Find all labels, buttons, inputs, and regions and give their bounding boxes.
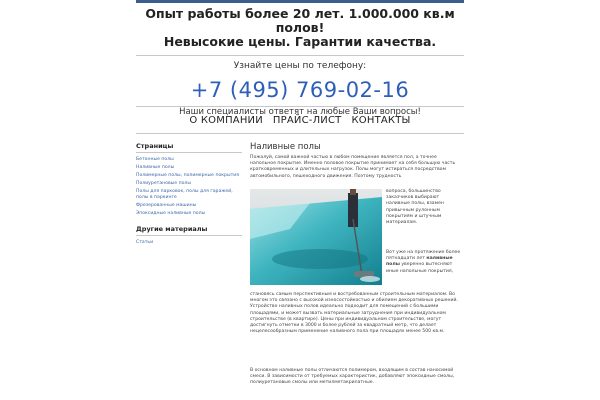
sidebar-other-title: Другие материалы (136, 225, 242, 236)
answer-text: Наши специалисты ответят на любые Ваши вопросы! (179, 107, 421, 117)
sidebar-item-articles[interactable]: Статьи (136, 240, 154, 245)
wrap-paragraph-1: вопроса, большинство заказчиков выбирают наливные полы, взамен привычным рулонным покрытиям и штучным материалам. (386, 189, 444, 226)
sidebar-item-epoxy[interactable]: Эпоксидные наливные полы (136, 211, 206, 216)
sidebar-item-polyurethane[interactable]: Полиуретановые полы (136, 181, 191, 186)
headline-line-1: Опыт работы более 20 лет. 1.000.000 кв.м полов! (145, 6, 455, 35)
header-divider (136, 55, 464, 56)
sidebar-other-list (136, 240, 242, 246)
main-paragraph: становясь самым перспективным и востребованным строительным материалом. Во многом это связано с высокой износостойкостью и обилием декоративных решений. Устройство наливных полов идеально подходит для помещений с большими площадями, и может вызвать материальные затруднения при индивидуальном строительстве (в квартире). Цены при индивидуальном строительстве, могут достигнуть отметки в 3000 и более рублей за квадратный метр, что делает нецелесообразным применение наливного пола при площадях менее 500 кв.м. (250, 292, 458, 335)
headline-line-2: Невысокие цены. Гарантии качества. (163, 34, 437, 49)
prices-label: Узнайте цены по телефону: (233, 61, 367, 71)
main-nav (136, 106, 464, 134)
sidebar-pages-list (136, 157, 242, 217)
sidebar-item-concrete[interactable]: Бетонные полы (136, 157, 174, 162)
floor-photo (250, 189, 382, 285)
wrap-paragraph-2-pre: Вот уже на протяжение более пятнадцати лет (386, 250, 461, 262)
sidebar-item-self-leveling[interactable]: Наливные полы (136, 165, 175, 170)
phone-number[interactable]: +7 (495) 769-02-16 (190, 78, 410, 102)
main-content (250, 142, 464, 386)
sidebar (136, 142, 242, 248)
polymer-paragraph: В основном наливные полы отличаются полимером, входящим в состав наносимой смеси. В зависимости от требуемых характеристик, добавляют эпоксидные смолы, полиуретановые смолы или метилметакрилатные. (250, 368, 455, 386)
sidebar-pages-title: Страницы (136, 142, 242, 153)
sidebar-item-polymer[interactable]: Полимерные полы, полимерные покрытия (136, 173, 240, 178)
intro-paragraph: Пожалуй, самой важной частью в любом помещение является пол, а точнее напольное покрытие. Именно половое покрытие принимает на себя большую часть кратковременных и длительных нагрузок. Полы могут истираться посредством автомобильного, пешеходного движения. Поэтому трудность (250, 155, 456, 179)
wrap-paragraph-2-post: уверенно вытесняют иные напольные покрытия, (386, 262, 454, 274)
nav-about[interactable]: О КОМПАНИИ (189, 114, 263, 126)
nav-contacts[interactable]: КОНТАКТЫ (351, 114, 411, 126)
site-header (136, 3, 464, 117)
sidebar-item-milling[interactable]: Фрезерованные машины (136, 203, 197, 208)
wrap-paragraph-2 (386, 250, 464, 275)
nav-price-list[interactable]: ПРАЙС-ЛИСТ (272, 114, 342, 126)
wrap-paragraph-2-bold: наливные полы (386, 256, 453, 268)
sidebar-item-parking[interactable]: Полы для парковок, полы для гаражей, полы в паркинге (136, 189, 233, 200)
page-title: Наливные полы (250, 142, 321, 152)
